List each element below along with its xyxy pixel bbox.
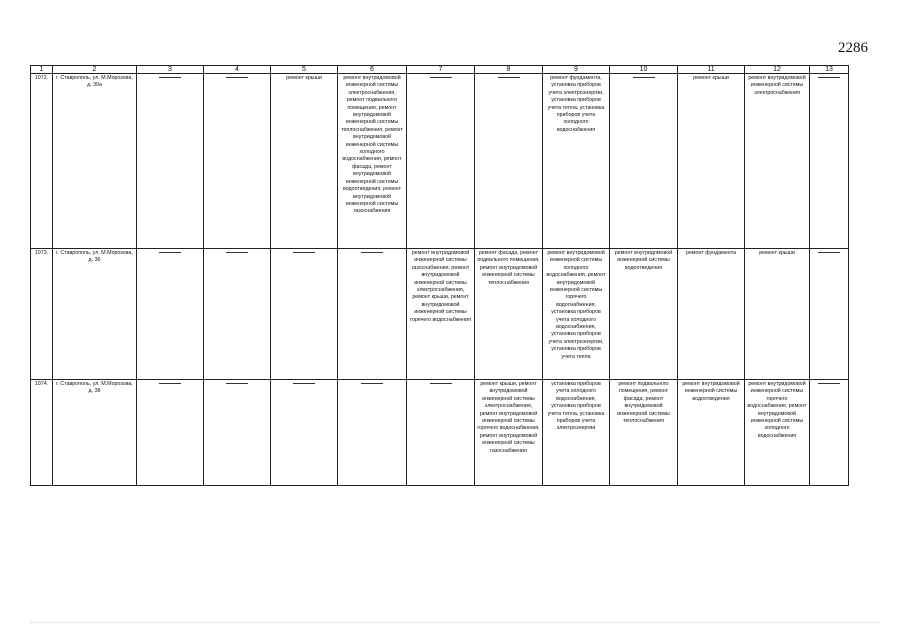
work-cell: ремонт фасада, ремонт подвального помещения, ремонт внутридомовой инженерной системы теплоснабжения <box>475 249 543 380</box>
dash-mark <box>293 252 315 253</box>
empty-cell <box>475 74 543 249</box>
work-cell: ремонт внутридомовой инженерной системы электроснабжения <box>745 74 810 249</box>
column-number: 2 <box>53 66 137 74</box>
empty-cell <box>204 380 271 486</box>
work-cell: ремонт внутридомовой инженерной системы водоотведения <box>610 249 678 380</box>
empty-cell <box>338 380 407 486</box>
work-cell: ремонт крыши <box>678 74 745 249</box>
empty-cell <box>204 74 271 249</box>
work-cell: ремонт внутридомовой инженерной системы водоотведения <box>678 380 745 486</box>
dash-mark <box>361 252 383 253</box>
empty-cell <box>407 380 475 486</box>
dash-mark <box>498 77 520 78</box>
empty-cell <box>271 380 338 486</box>
work-cell: ремонт внутридомовой инженерной системы газоснабжения, ремонт внутридомовой инженерной системы электроснабжения, ремонт крыши, ремонт внутридомовой инженерной системы горячего водоснабжения <box>407 249 475 380</box>
dash-mark <box>293 383 315 384</box>
scan-artifact-line <box>30 622 880 625</box>
table-row <box>31 380 849 486</box>
dash-mark <box>430 383 452 384</box>
row-number: 1072. <box>31 74 53 249</box>
work-cell: ремонт крыши <box>271 74 338 249</box>
work-cell: ремонт внутридомовой инженерной системы холодного водоснабжения, ремонт внутридомовой инженерной системы горячего водоснабжения, установка приборов учета холодного водоснабжения, установка приборов учета электроэнергии, установка приборов учета тепла <box>543 249 610 380</box>
row-number: 1073. <box>31 249 53 380</box>
work-cell: ремонт внутридомовой инженерной системы горячего водоснабжения, ремонт внутридомовой инженерной системы холодного водоснабжения <box>745 380 810 486</box>
work-cell: ремонт фундамента, установка приборов учета электроэнергии, установка приборов учета тепла, установка приборов учета холодного водоснабжения <box>543 74 610 249</box>
table-row <box>31 249 849 380</box>
work-cell: ремонт внутридомовой инженерной системы электроснабжения, ремонт подвального помещения, ремонт внутридомовой инженерной системы теплоснабжения, ремонт внутридомовой инженерной системы холодного водоснабжения, ремонт фасада, ремонт внутридомовой инженерной системы водоотведения, ремонт внутридомовой инженерной системы газоснабжения <box>338 74 407 249</box>
column-number: 7 <box>407 66 475 74</box>
dash-mark <box>818 77 840 78</box>
column-number: 8 <box>475 66 543 74</box>
dash-mark <box>818 383 840 384</box>
table-row <box>31 74 849 249</box>
dash-mark <box>361 383 383 384</box>
column-number: 10 <box>610 66 678 74</box>
column-number: 11 <box>678 66 745 74</box>
dash-mark <box>430 77 452 78</box>
column-number: 12 <box>745 66 810 74</box>
column-number: 9 <box>543 66 610 74</box>
address-cell: г. Ставрополь, ул. М.Морозова, д. 30а <box>53 74 137 249</box>
column-number: 6 <box>338 66 407 74</box>
dash-mark <box>226 383 248 384</box>
dash-mark <box>818 252 840 253</box>
dash-mark <box>159 77 181 78</box>
capital-repair-table <box>30 65 849 486</box>
empty-cell <box>137 74 204 249</box>
empty-cell <box>810 249 849 380</box>
empty-cell <box>407 74 475 249</box>
work-cell: установка приборов учета холодного водоснабжения, установка приборов учета тепла, установка приборов учета электроэнергии <box>543 380 610 486</box>
empty-cell <box>137 380 204 486</box>
dash-mark <box>226 252 248 253</box>
empty-cell <box>810 74 849 249</box>
dash-mark <box>226 77 248 78</box>
empty-cell <box>271 249 338 380</box>
empty-cell <box>204 249 271 380</box>
column-number-row <box>31 66 849 74</box>
empty-cell <box>810 380 849 486</box>
column-number: 1 <box>31 66 53 74</box>
address-cell: г. Ставрополь, ул. М.Морозова, д. 38 <box>53 380 137 486</box>
work-cell: ремонт крыши, ремонт внутридомовой инженерной системы электроснабжения, ремонт внутридомовой инженерной системы горячего водоснабжения, ремонт внутридомовой инженерной системы газоснабжения <box>475 380 543 486</box>
row-number: 1074. <box>31 380 53 486</box>
address-cell: г. Ставрополь, ул. М.Морозова, д. 36 <box>53 249 137 380</box>
work-cell: ремонт крыши <box>745 249 810 380</box>
empty-cell <box>137 249 204 380</box>
column-number: 13 <box>810 66 849 74</box>
empty-cell <box>610 74 678 249</box>
work-cell: ремонт фундамента <box>678 249 745 380</box>
column-number: 5 <box>271 66 338 74</box>
empty-cell <box>338 249 407 380</box>
dash-mark <box>633 77 655 78</box>
work-cell: ремонт подвального помещения, ремонт фасада, ремонт внутридомовой инженерной системы теплоснабжения <box>610 380 678 486</box>
page-number: 2286 <box>838 40 868 56</box>
dash-mark <box>159 383 181 384</box>
column-number: 3 <box>137 66 204 74</box>
dash-mark <box>159 252 181 253</box>
column-number: 4 <box>204 66 271 74</box>
